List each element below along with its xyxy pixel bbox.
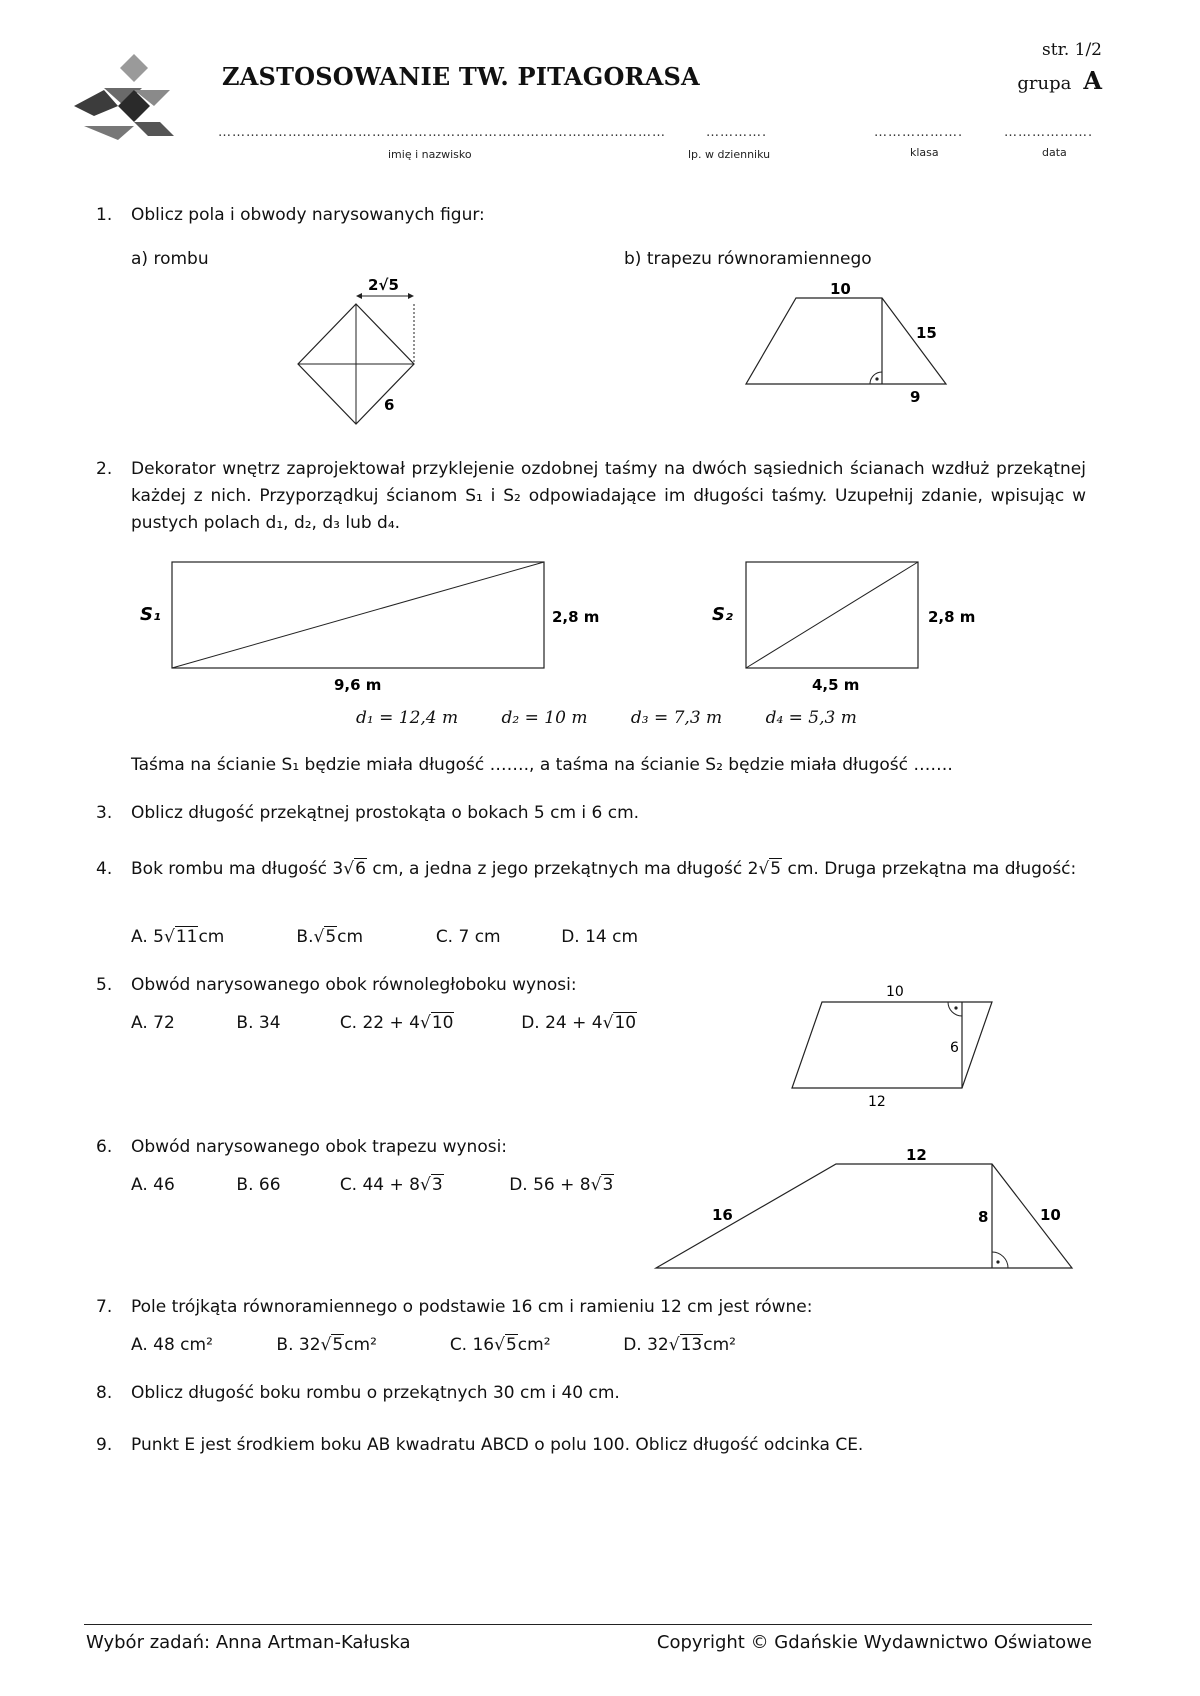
- q4-text-b: cm, a jedna z jego przekątnych ma długość 2: [366, 859, 759, 879]
- q6-answer-a[interactable]: A. 46: [131, 1175, 175, 1195]
- isosceles-trapezoid-figure: [738, 276, 958, 408]
- q3-number: 3.: [96, 803, 113, 823]
- q6-text: Obwód narysowanego obok trapezu wynosi:: [131, 1137, 508, 1157]
- q4-answer-a[interactable]: A. 5√11cm: [131, 927, 225, 947]
- q7-number: 7.: [96, 1297, 113, 1317]
- rhombus-figure: [280, 274, 440, 434]
- lp-field[interactable]: ………….: [706, 125, 768, 140]
- q4-text-c: cm. Druga przekątna ma długość:: [782, 859, 1077, 879]
- publisher-logo: [74, 54, 184, 144]
- footer-divider: [84, 1624, 1092, 1625]
- q2-text: Dekorator wnętrz zaprojektował przyklejenie ozdobnej taśmy na dwóch sąsiednich ścianach wzdłuż przekątnej każdej z nich. Przyporządkuj ścianom S₁ i S₂ odpowiadające im długości taśmy. Uzupełnij zdanie, wpisując w pustych polach d₁, d₂, d₃ lub d₄.: [131, 459, 1086, 533]
- q7-text: Pole trójkąta równoramiennego o podstawie 16 cm i ramieniu 12 cm jest równe:: [131, 1297, 813, 1317]
- footer-author: Wybór zadań: Anna Artman-Kałuska: [86, 1632, 411, 1653]
- q7-answers: [131, 1334, 736, 1355]
- q8-number: 8.: [96, 1383, 113, 1403]
- q1-text: Oblicz pola i obwody narysowanych figur:: [131, 205, 485, 225]
- wall-s2-label: S₂: [712, 604, 733, 625]
- q5-number: 5.: [96, 975, 113, 995]
- q6-answer-d[interactable]: D. 56 + 8√3: [509, 1175, 614, 1195]
- q7-answer-b[interactable]: B. 32√5cm²: [276, 1335, 377, 1355]
- wall-s1-label: S₁: [140, 604, 161, 625]
- group-value: A: [1083, 66, 1102, 95]
- trapezoid-side-label: 15: [916, 324, 937, 342]
- parallelogram-bottom-label: 12: [868, 1094, 886, 1110]
- footer-copyright: Copyright © Gdańskie Wydawnictwo Oświatowe: [656, 1632, 1092, 1653]
- q4-root-a: 6: [355, 859, 366, 879]
- q4-answer-d[interactable]: D. 14 cm: [561, 927, 639, 947]
- name-label: imię i nazwisko: [388, 148, 472, 161]
- q7-answer-a[interactable]: A. 48 cm²: [131, 1335, 213, 1355]
- date-label: data: [1042, 146, 1067, 159]
- q3-text: Oblicz długość przekątnej prostokąta o bokach 5 cm i 6 cm.: [131, 803, 640, 823]
- rhombus-side-label: 6: [384, 396, 395, 414]
- q6-number: 6.: [96, 1137, 113, 1157]
- group-indicator: [1017, 66, 1102, 95]
- parallelogram-top-label: 10: [886, 984, 904, 1000]
- trapezoid-q6-figure: [650, 1142, 1080, 1278]
- q4-text-a: Bok rombu ma długość 3: [131, 859, 344, 879]
- parallelogram-height-label: 6: [950, 1040, 959, 1056]
- wall-s2-width: 4,5 m: [812, 676, 860, 694]
- option-d4: d₄ = 5,3 m: [765, 708, 857, 728]
- q1a-label: a) rombu: [131, 249, 209, 269]
- q6-answer-c[interactable]: C. 44 + 8√3: [339, 1175, 443, 1195]
- q6-answer-b[interactable]: B. 66: [236, 1175, 281, 1195]
- q9-text: Punkt E jest środkiem boku AB kwadratu ABCD o polu 100. Oblicz długość odcinka CE.: [131, 1435, 864, 1455]
- q4-answer-c[interactable]: C. 7 cm: [435, 927, 501, 947]
- q5-answer-b[interactable]: B. 34: [236, 1013, 281, 1033]
- trapezoid-top-label: 10: [830, 280, 851, 298]
- wall-s1-figure: [134, 556, 614, 696]
- option-d1: d₁ = 12,4 m: [356, 708, 459, 728]
- q7-answer-c[interactable]: C. 16√5cm²: [449, 1335, 551, 1355]
- parallelogram-figure: [786, 980, 1006, 1112]
- wall-s2-height: 2,8 m: [928, 608, 976, 626]
- q4-answers: [131, 926, 638, 947]
- lp-label: lp. w dzienniku: [688, 148, 771, 161]
- q4-answer-b[interactable]: B.√5cm: [296, 927, 364, 947]
- class-label: klasa: [910, 146, 939, 159]
- q4-number: 4.: [96, 859, 113, 879]
- worksheet-title: ZASTOSOWANIE TW. PITAGORASA: [222, 62, 700, 91]
- trapezoid-q6-right-label: 10: [1040, 1206, 1061, 1224]
- q9-number: 9.: [96, 1435, 113, 1455]
- q4-text: Bok rombu ma długość 3√6 cm, a jedna z jego przekątnych ma długość 2√5 cm. Druga przekątna ma długość:: [131, 859, 1077, 879]
- name-field[interactable]: ……………………………………………………………………………………: [218, 125, 666, 140]
- q5-answer-c[interactable]: C. 22 + 4√10: [339, 1013, 454, 1033]
- q7-answer-d[interactable]: D. 32√13cm²: [623, 1335, 736, 1355]
- q5-text: Obwód narysowanego obok równoległoboku wynosi:: [131, 975, 577, 995]
- rhombus-top-label: 2√5: [368, 276, 399, 294]
- q5-answer-a[interactable]: A. 72: [131, 1013, 175, 1033]
- q1b-label: b) trapezu równoramiennego: [624, 249, 872, 269]
- q8-text: Oblicz długość boku rombu o przekątnych 30 cm i 40 cm.: [131, 1383, 620, 1403]
- trapezoid-q6-left-label: 16: [712, 1206, 733, 1224]
- q6-answers: [131, 1174, 614, 1195]
- wall-s1-height: 2,8 m: [552, 608, 600, 626]
- q1-number: 1.: [96, 205, 113, 225]
- trapezoid-q6-top-label: 12: [906, 1146, 927, 1164]
- q2-number: 2.: [96, 459, 113, 479]
- q2-options: [356, 708, 857, 728]
- q5-answer-d[interactable]: D. 24 + 4√10: [521, 1013, 637, 1033]
- wall-s1-width: 9,6 m: [334, 676, 382, 694]
- q4-root-b: 5: [770, 859, 782, 879]
- q5-answers: [131, 1012, 637, 1033]
- option-d3: d₃ = 7,3 m: [630, 708, 723, 728]
- wall-s2-figure: [708, 556, 998, 696]
- class-field[interactable]: ……………….: [874, 125, 964, 140]
- page-number: str. 1/2: [1042, 40, 1102, 60]
- date-field[interactable]: ……………….: [1004, 125, 1094, 140]
- trapezoid-q6-height-label: 8: [978, 1208, 989, 1226]
- option-d2: d₂ = 10 m: [501, 708, 588, 728]
- trapezoid-bottom-label: 9: [910, 388, 921, 406]
- group-label: grupa: [1017, 73, 1072, 94]
- q2-sentence: Taśma na ścianie S₁ będzie miała długość ……., a taśma na ścianie S₂ będzie miała długość …….: [131, 755, 953, 775]
